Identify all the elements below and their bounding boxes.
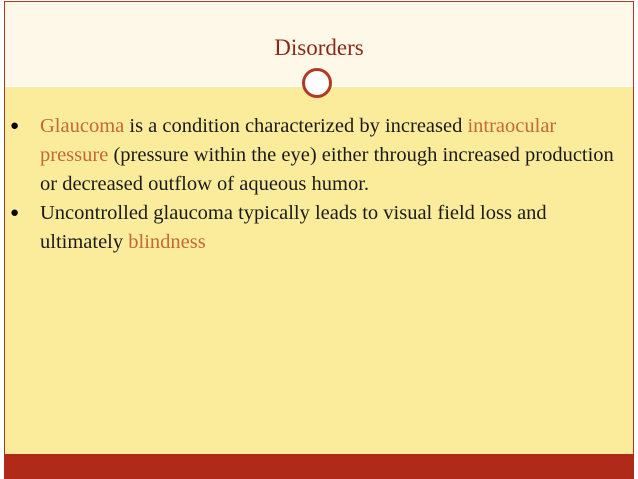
bullet-icon: ● <box>10 205 20 221</box>
bullet-text <box>40 115 614 195</box>
bullet-list <box>10 112 622 257</box>
bullet-item <box>10 112 622 199</box>
highlight-term: Glaucoma <box>40 115 125 137</box>
bullet-text <box>40 202 547 253</box>
text-segment: is a condition characterized by increased <box>124 115 468 137</box>
bullet-item <box>10 199 622 257</box>
text-segment: (pressure within the eye) either through increased production or decreased outflow of aqueous humor. <box>40 144 614 195</box>
highlight-term: blindness <box>128 231 206 253</box>
slide-title: Disorders <box>274 35 364 60</box>
footer-bar <box>4 454 634 479</box>
text-segment: Uncontrolled glaucoma typically leads to visual field loss and ultimately <box>40 202 547 253</box>
highlight-term: intraocular pressure <box>40 115 557 166</box>
bullet-icon: ● <box>10 118 20 134</box>
circle-ornament <box>302 68 332 98</box>
